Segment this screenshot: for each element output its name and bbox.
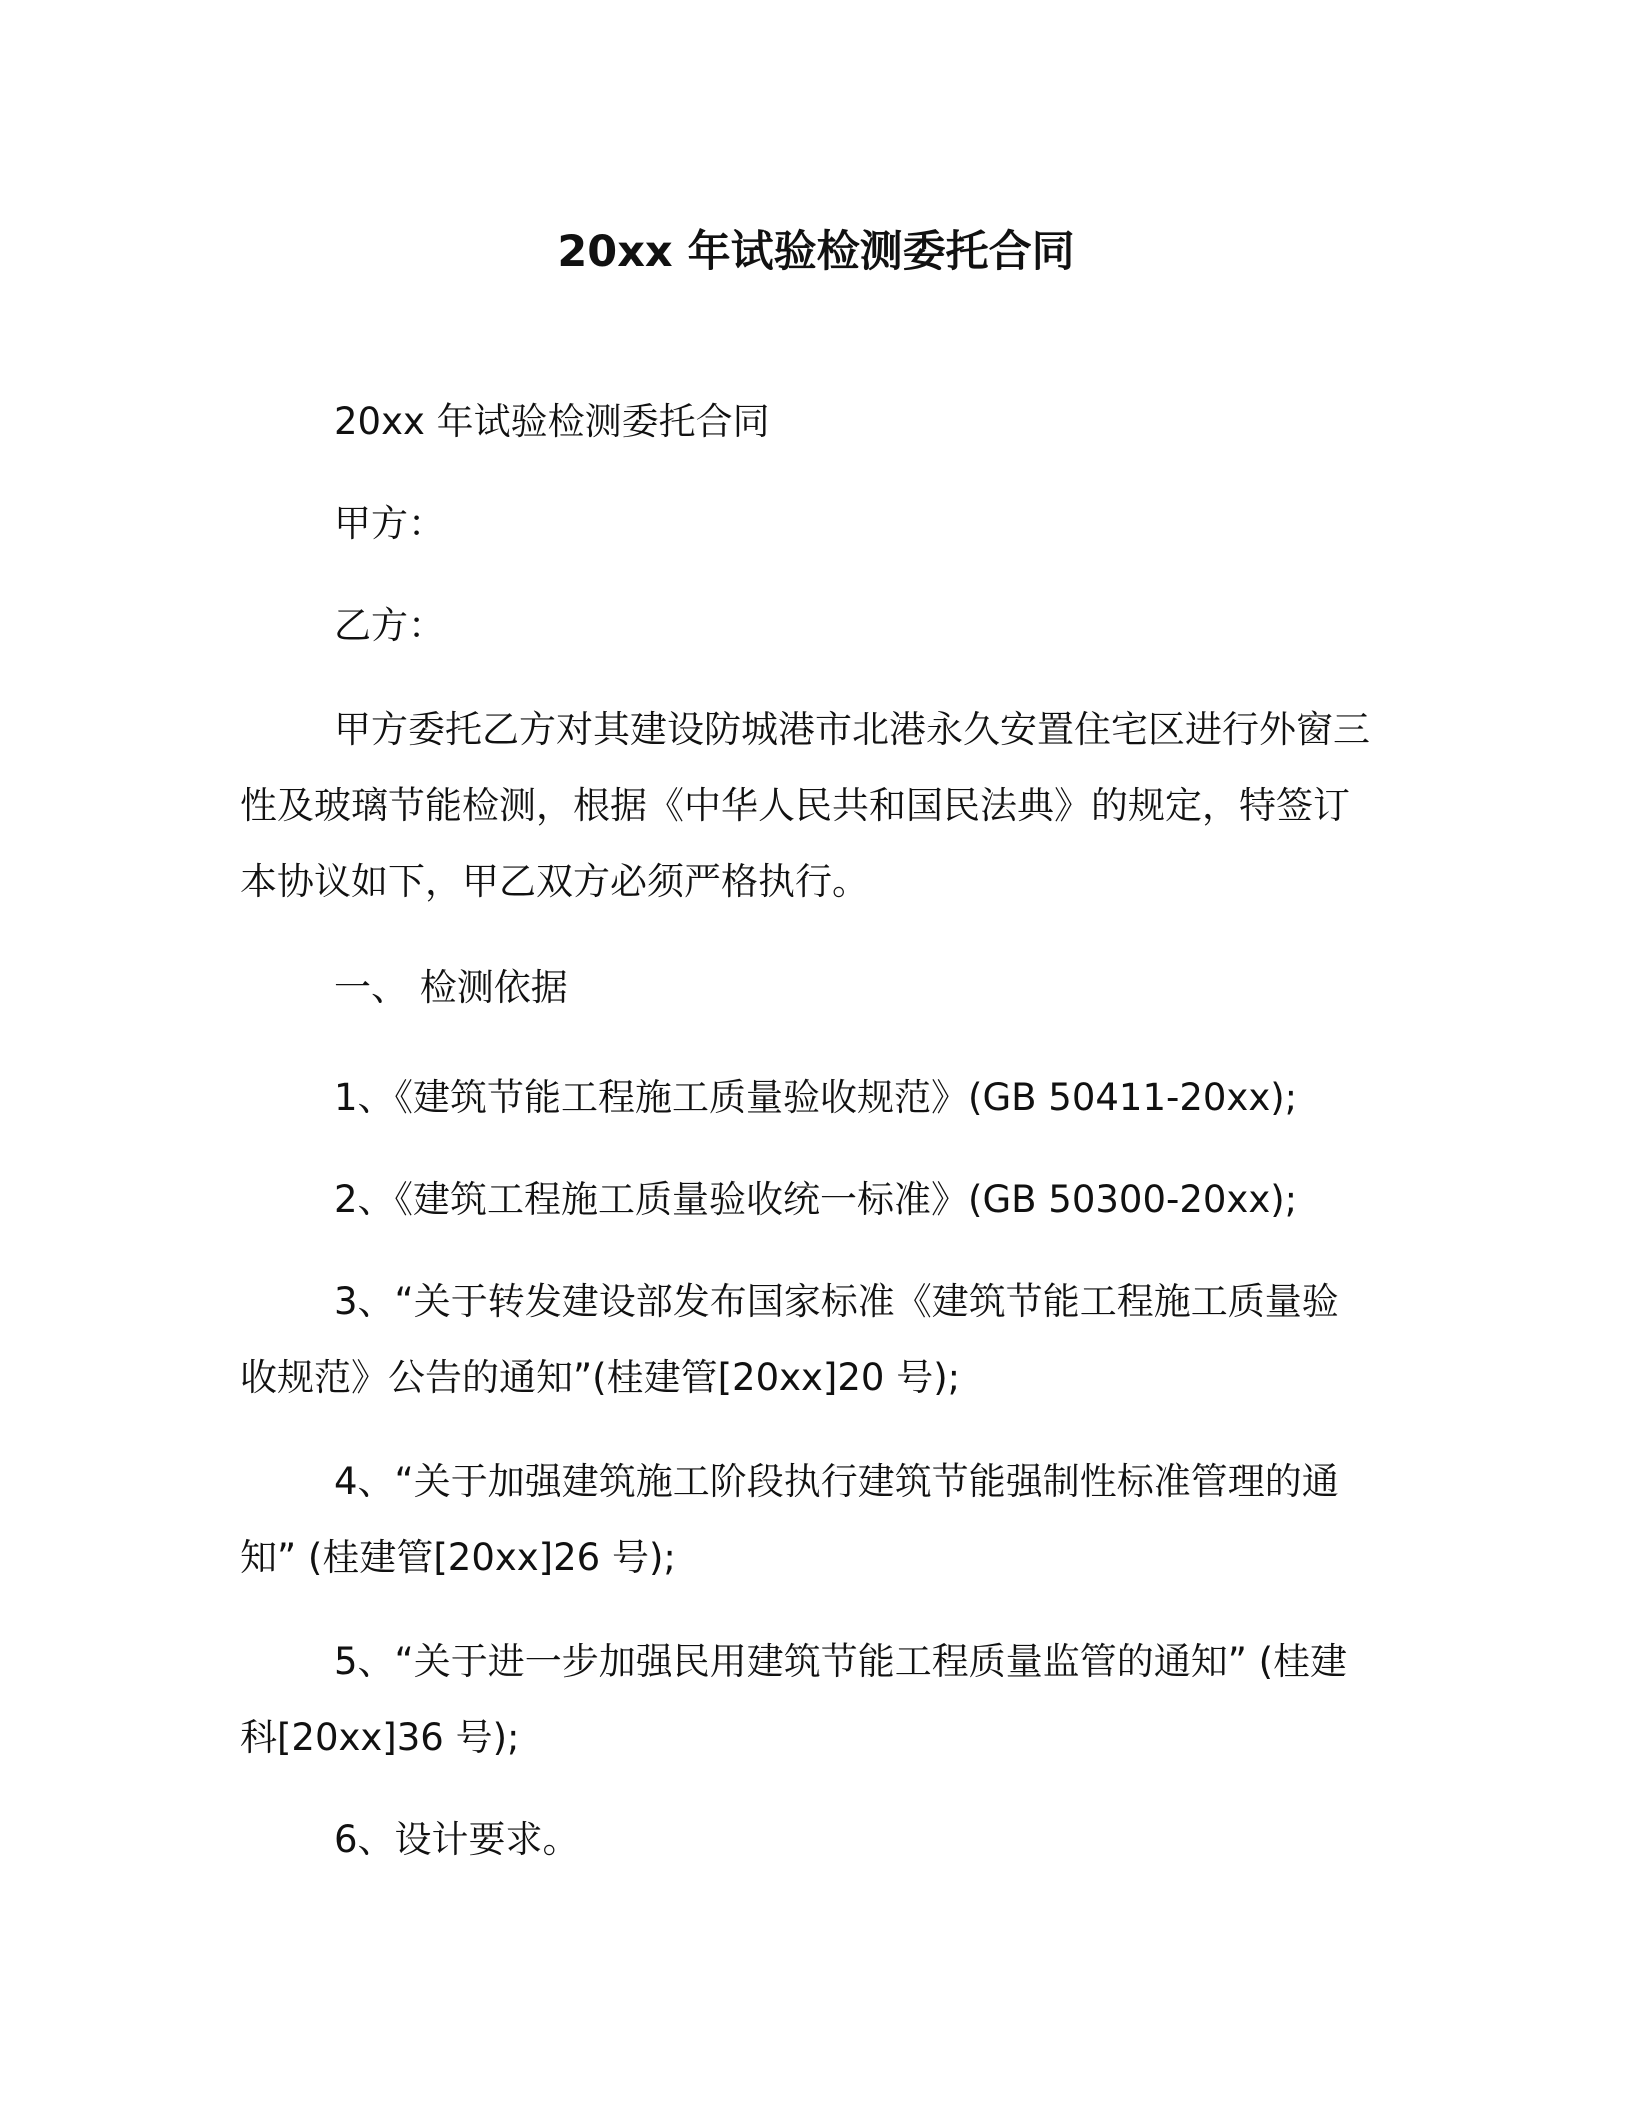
list-item-5-line-1: 5、“关于进一步加强民用建筑节能工程质量监管的通知” (桂建	[334, 1640, 1348, 1683]
party-b-label: 乙方：	[334, 604, 445, 647]
list-item-2: 2、《建筑工程施工质量验收统一标准》(GB 50300-20xx);	[334, 1178, 1298, 1221]
intro-paragraph-line-3: 本协议如下，甲乙双方必须严格执行。	[240, 860, 869, 903]
intro-paragraph-line-2: 性及玻璃节能检测，根据《中华人民共和国民法典》的规定，特签订	[240, 784, 1350, 827]
list-item-3-line-2: 收规范》公告的通知”(桂建管[20xx]20 号);	[240, 1356, 961, 1399]
document-title: 20xx 年试验检测委托合同	[557, 227, 1075, 277]
intro-paragraph-line-1: 甲方委托乙方对其建设防城港市北港永久安置住宅区进行外窗三	[334, 708, 1370, 751]
list-item-3-line-1: 3、“关于转发建设部发布国家标准《建筑节能工程施工质量验	[334, 1280, 1339, 1323]
list-item-1: 1、《建筑节能工程施工质量验收规范》(GB 50411-20xx);	[334, 1076, 1298, 1119]
section-heading-basis: 一、 检测依据	[334, 966, 568, 1009]
list-item-4-line-2: 知” (桂建管[20xx]26 号);	[240, 1536, 676, 1579]
list-item-5-line-2: 科[20xx]36 号);	[240, 1716, 520, 1759]
document-subtitle: 20xx 年试验检测委托合同	[334, 400, 770, 443]
list-item-4-line-1: 4、“关于加强建筑施工阶段执行建筑节能强制性标准管理的通	[334, 1460, 1339, 1503]
list-item-6: 6、设计要求。	[334, 1818, 580, 1861]
party-a-label: 甲方：	[334, 502, 445, 545]
